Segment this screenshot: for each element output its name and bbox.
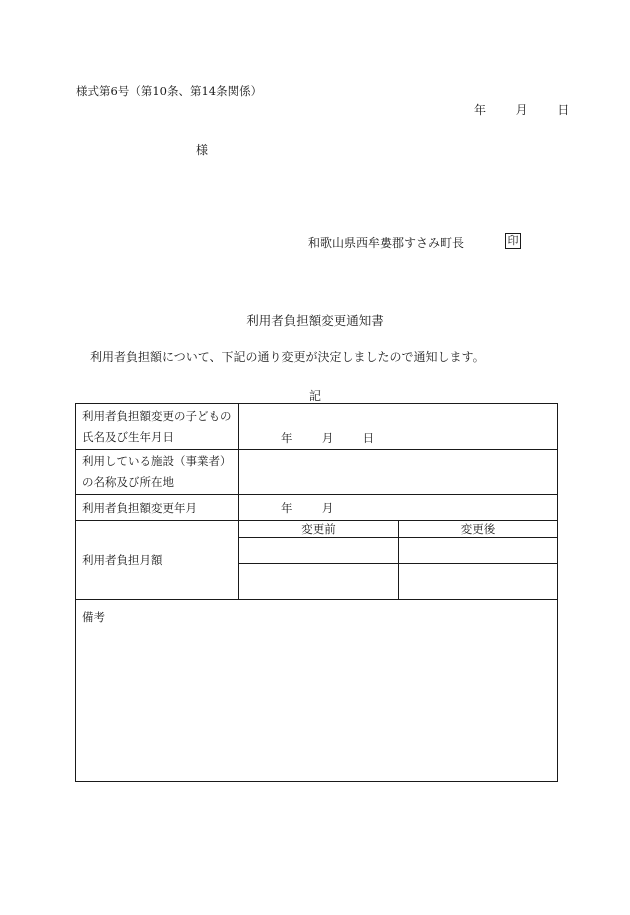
change-ym-label: 利用者負担額変更年月 — [76, 495, 239, 521]
birth-day: 日 — [362, 430, 375, 445]
table-row — [76, 404, 558, 450]
child-name-label: 利用者負担額変更の子どもの氏名及び生年月日 — [76, 404, 239, 450]
after-amount-field-2[interactable] — [399, 564, 558, 600]
before-header: 変更前 — [239, 521, 399, 538]
change-year: 年 — [281, 500, 293, 515]
date-year: 年 — [474, 103, 487, 117]
facility-field[interactable] — [239, 450, 558, 495]
addressee-suffix: 様 — [196, 143, 209, 157]
table-row — [76, 600, 558, 782]
intro-text: 利用者負担額について、下記の通り変更が決定しましたので通知します。 — [90, 350, 485, 364]
issue-date — [474, 104, 569, 116]
document-title: 利用者負担額変更通知書 — [246, 313, 384, 328]
facility-label: 利用している施設（事業者）の名称及び所在地 — [76, 450, 239, 495]
child-birthdate-field[interactable] — [239, 404, 558, 450]
ki-heading: 記 — [308, 389, 321, 403]
monthly-amount-label: 利用者負担月額 — [76, 521, 239, 600]
seal-mark: 印 — [505, 233, 521, 249]
table-row — [76, 521, 558, 538]
remarks-field[interactable] — [76, 600, 558, 782]
change-ym-field[interactable] — [239, 495, 558, 521]
before-amount-field-1[interactable] — [239, 538, 399, 564]
table-row — [76, 450, 558, 495]
date-day: 日 — [557, 103, 570, 117]
notice-table — [75, 403, 558, 782]
date-month: 月 — [515, 103, 528, 117]
birth-month: 月 — [321, 430, 334, 445]
change-month: 月 — [321, 500, 334, 515]
after-header: 変更後 — [399, 521, 558, 538]
form-number: 様式第6号（第10条、第14条関係） — [76, 84, 263, 98]
table-row — [76, 495, 558, 521]
issuer-name: 和歌山県西牟婁郡すさみ町長 — [308, 236, 465, 250]
after-amount-field-1[interactable] — [399, 538, 558, 564]
birth-year: 年 — [281, 430, 293, 445]
remarks-label: 備考 — [82, 610, 105, 624]
before-amount-field-2[interactable] — [239, 564, 399, 600]
